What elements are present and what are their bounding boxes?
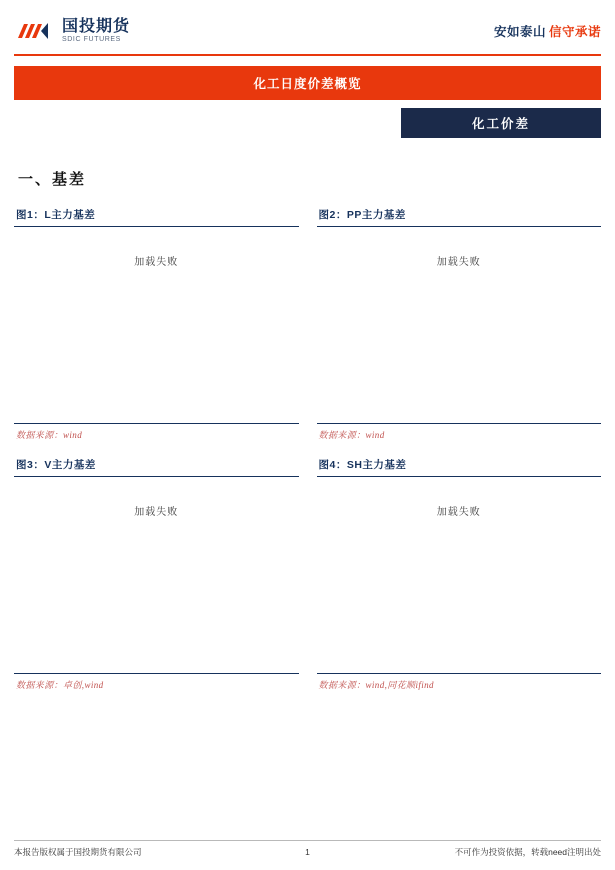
header-divider [14, 54, 601, 56]
company-logo [14, 18, 130, 44]
footer-page-number: 1 [305, 847, 310, 857]
chart-cell-1 [14, 207, 299, 441]
logo-text-group [62, 19, 130, 43]
chart-source-3: 数据来源：卓创,wind [14, 673, 299, 691]
chart-title-3: 图3：V主力基差 [14, 457, 299, 477]
subtitle-row [14, 108, 601, 138]
chart-row-gap-left [14, 441, 299, 457]
slogan-part-2: 信守承诺 [548, 25, 601, 39]
chart-title-2: 图2：PP主力基差 [317, 207, 602, 227]
document-header [14, 0, 601, 54]
footer-divider [14, 840, 601, 841]
diagonal-bars-logo-icon [14, 18, 56, 44]
chart-source-4: 数据来源：wind,同花顺ifind [317, 673, 602, 691]
chart-cell-4 [317, 457, 602, 691]
chart-title-1: 图1：L主力基差 [14, 207, 299, 227]
chart-cell-2 [317, 207, 602, 441]
section-heading: 一、基差 [18, 171, 87, 188]
chart-body-4 [317, 477, 602, 673]
chart-placeholder-4: 加载失败 [436, 507, 481, 518]
chart-source-1: 数据来源：wind [14, 423, 299, 441]
chart-source-2: 数据来源：wind [317, 423, 602, 441]
chart-row-gap-right [317, 441, 602, 457]
chart-body-3 [14, 477, 299, 673]
footer-disclaimer: 不可作为投资依据，转载need注明出处 [454, 847, 602, 857]
report-title-banner: 化工日度价差概览 [14, 66, 601, 100]
chart-placeholder-3: 加载失败 [134, 507, 179, 518]
logo-text-en: SDIC FUTURES [62, 35, 121, 43]
report-subtitle-banner: 化工价差 [401, 108, 601, 138]
logo-text-cn: 国投期货 [62, 17, 131, 35]
company-slogan [494, 22, 601, 40]
document-footer [14, 840, 601, 858]
chart-title-4: 图4：SH主力基差 [317, 457, 602, 477]
chart-body-1 [14, 227, 299, 423]
chart-body-2 [317, 227, 602, 423]
footer-row [14, 846, 601, 858]
slogan-part-1: 安如泰山 [493, 25, 546, 39]
chart-cell-3 [14, 457, 299, 691]
footer-copyright: 本报告版权属于国投期货有限公司 [14, 847, 142, 857]
chart-grid [14, 207, 601, 691]
chart-placeholder-2: 加载失败 [436, 257, 481, 268]
chart-placeholder-1: 加载失败 [134, 257, 179, 268]
